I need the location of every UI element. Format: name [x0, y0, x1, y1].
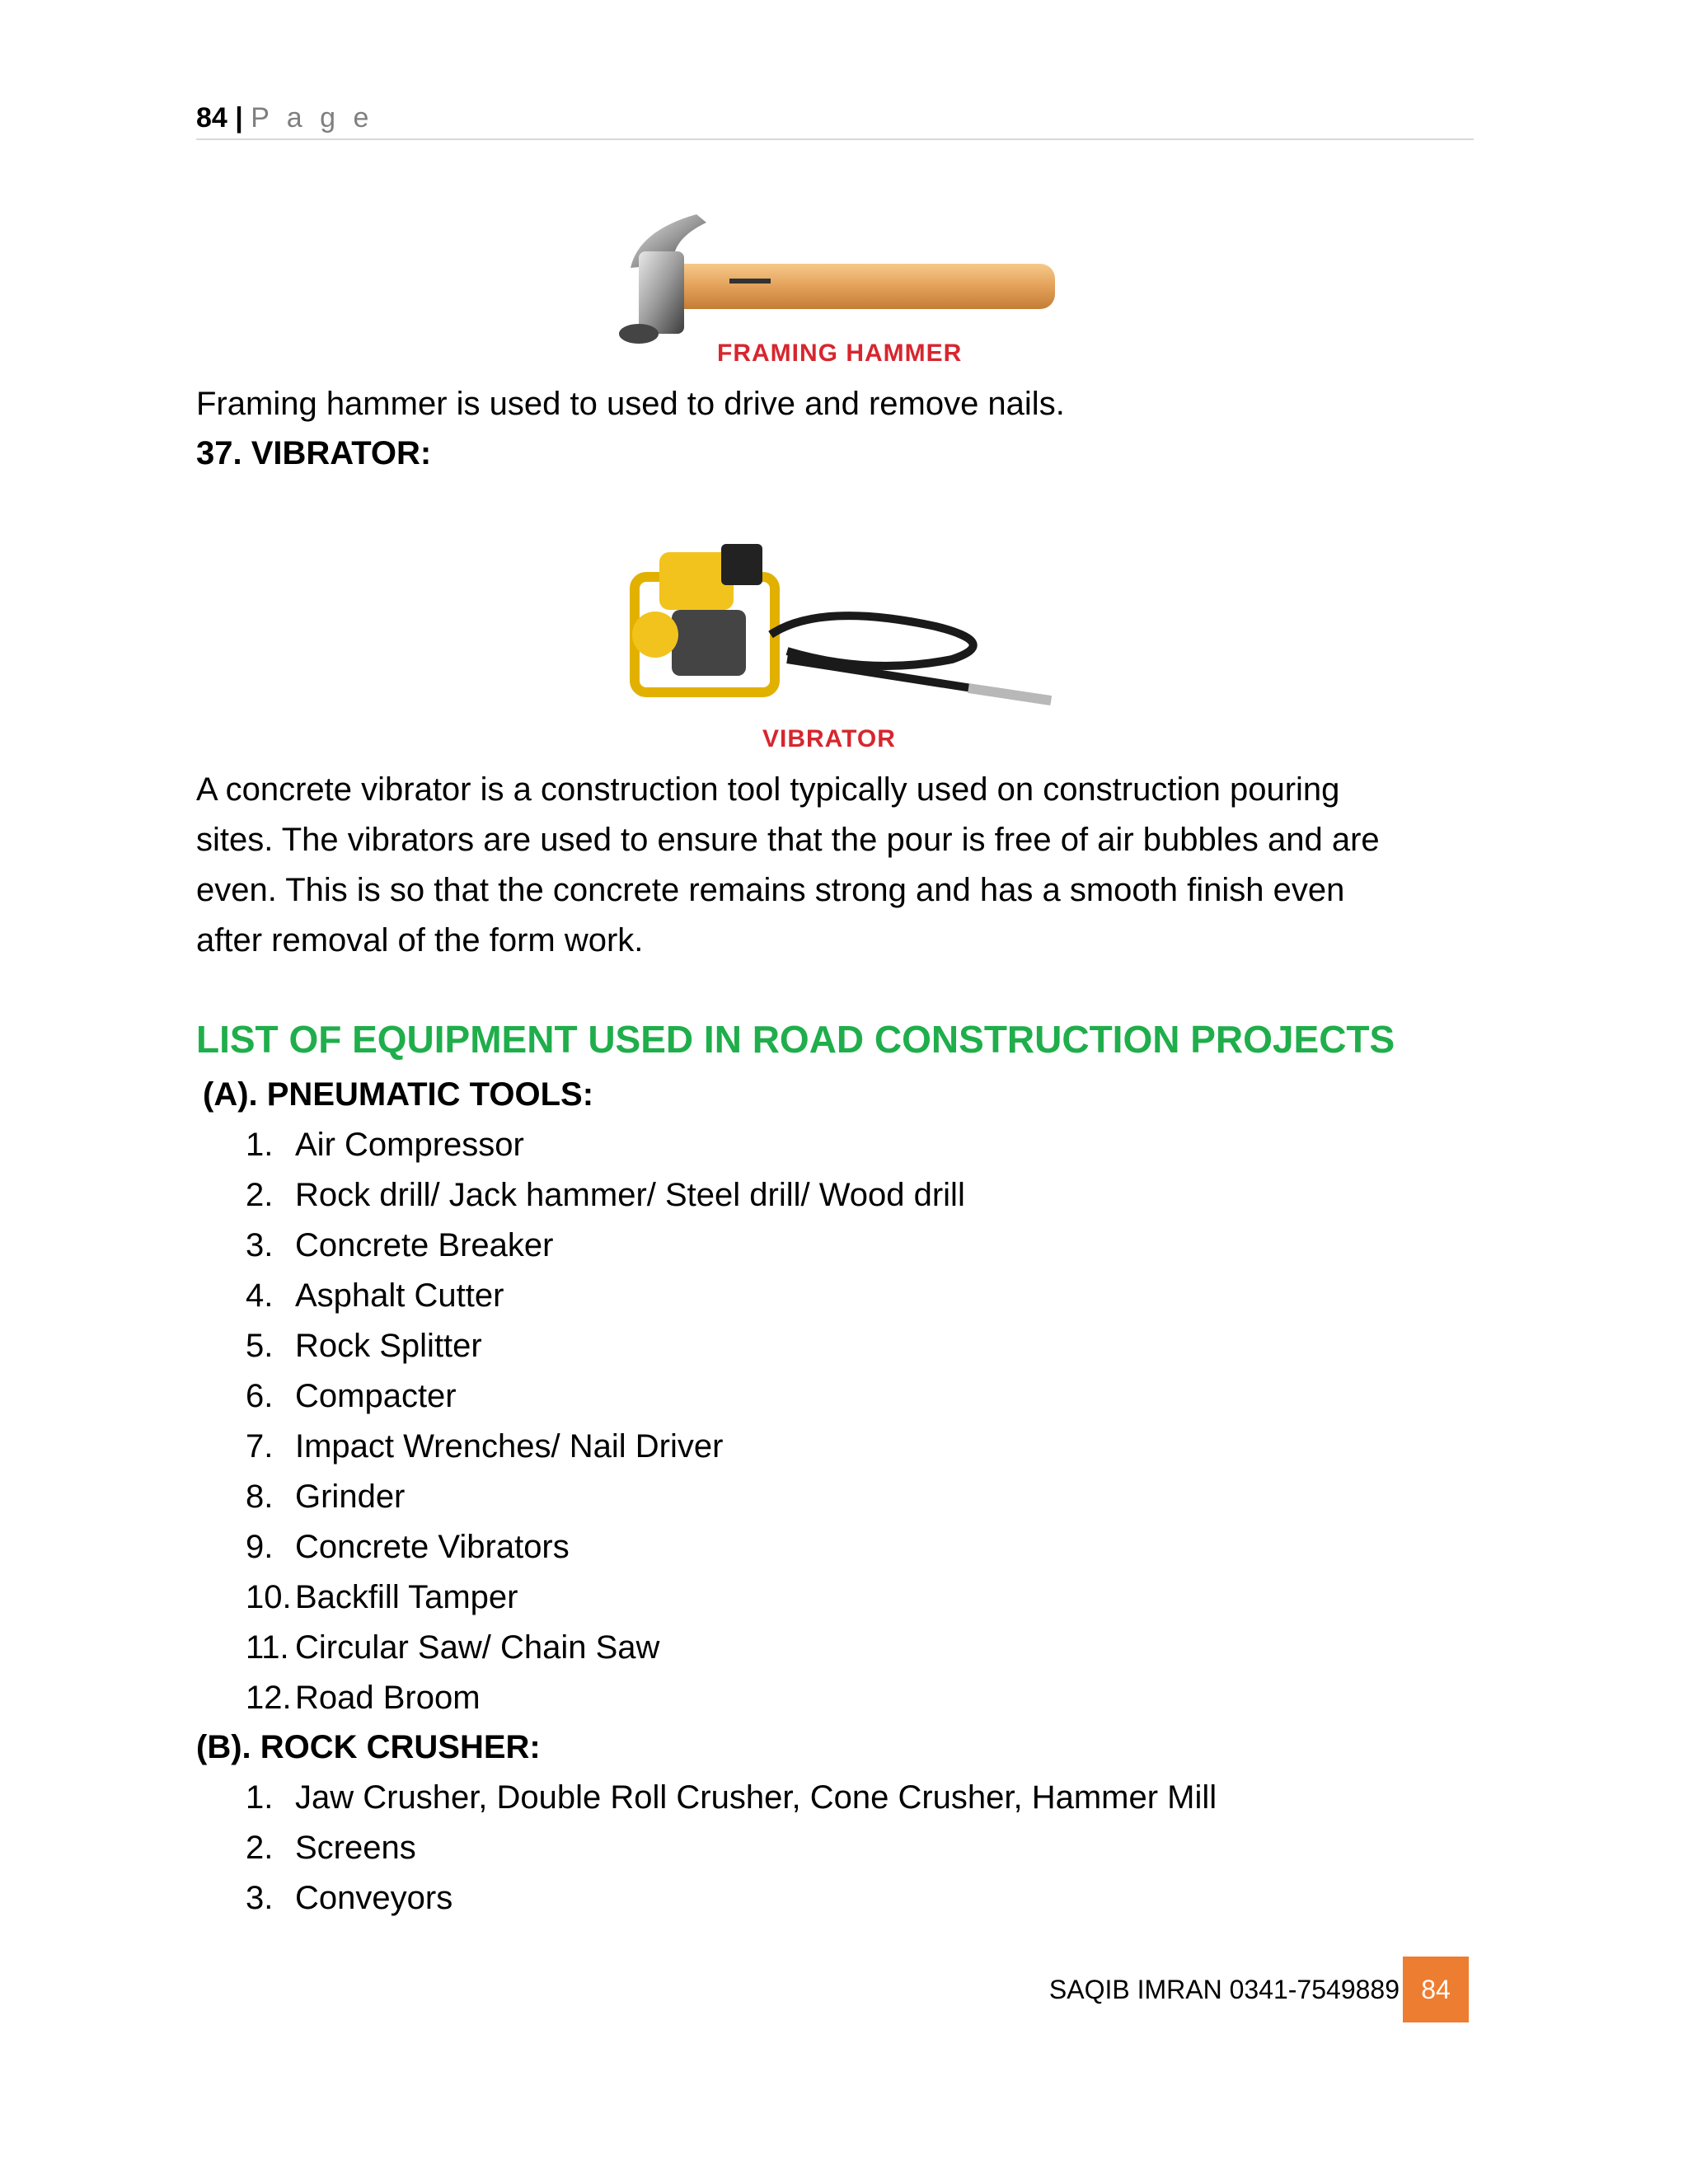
list-item: 10. Backfill Tamper	[246, 1579, 518, 1615]
section-heading: LIST OF EQUIPMENT USED IN ROAD CONSTRUCTION PROJECTS	[196, 1018, 1395, 1061]
header-separator: |	[235, 102, 243, 134]
list-item: 6. Compacter	[246, 1378, 457, 1414]
list-item: 4. Asphalt Cutter	[246, 1277, 504, 1314]
list-item: 7. Impact Wrenches/ Nail Driver	[246, 1428, 724, 1465]
vibrator-heading: 37. VIBRATOR:	[196, 435, 432, 471]
hammer-description: Framing hammer is used to used to drive and remove nails.	[196, 386, 1065, 422]
header-page-word: P a g e	[251, 102, 374, 134]
rock-crusher-heading: (B). ROCK CRUSHER:	[196, 1729, 541, 1765]
vibrator-caption: VIBRATOR	[762, 725, 896, 752]
rock-crusher-list	[246, 1773, 1217, 1924]
footer-author: SAQIB IMRAN 0341-7549889	[1048, 1975, 1400, 2004]
header-page-number: 84	[196, 102, 227, 134]
list-item: 5. Rock Splitter	[246, 1328, 482, 1364]
framing-hammer-figure	[606, 206, 1067, 379]
vibrator-paragraph-line: after removal of the form work.	[196, 922, 644, 958]
list-item: 2. Rock drill/ Jack hammer/ Steel drill/ Wood drill	[246, 1177, 965, 1213]
list-item: 11. Circular Saw/ Chain Saw	[246, 1629, 660, 1666]
concrete-vibrator-icon	[622, 536, 1067, 725]
list-item: 9. Concrete Vibrators	[246, 1529, 570, 1565]
list-item: 3. Conveyors	[246, 1880, 453, 1916]
pneumatic-tools-heading: (A). PNEUMATIC TOOLS:	[203, 1076, 594, 1113]
framing-hammer-caption: FRAMING HAMMER	[717, 340, 963, 367]
vibrator-figure	[622, 536, 1067, 758]
vibrator-paragraph-line: even. This is so that the concrete remains strong and has a smooth finish even	[196, 872, 1345, 908]
vibrator-paragraph-line: A concrete vibrator is a construction tool typically used on construction pouring	[196, 771, 1340, 808]
pneumatic-tools-list	[246, 1120, 965, 1723]
list-item: 1. Jaw Crusher, Double Roll Crusher, Cone Crusher, Hammer Mill	[246, 1779, 1217, 1816]
framing-hammer-icon	[606, 206, 1067, 346]
page-header	[196, 97, 1474, 140]
vibrator-paragraph-line: sites. The vibrators are used to ensure that the pour is free of air bubbles and are	[196, 822, 1380, 858]
list-item: 12. Road Broom	[246, 1680, 481, 1716]
list-item: 8. Grinder	[246, 1479, 406, 1515]
list-item: 3. Concrete Breaker	[246, 1227, 554, 1263]
list-item: 2. Screens	[246, 1830, 416, 1866]
vibrator-paragraph	[196, 765, 1380, 966]
list-item: 1. Air Compressor	[246, 1127, 524, 1163]
footer-page-badge: 84	[1403, 1957, 1469, 2022]
